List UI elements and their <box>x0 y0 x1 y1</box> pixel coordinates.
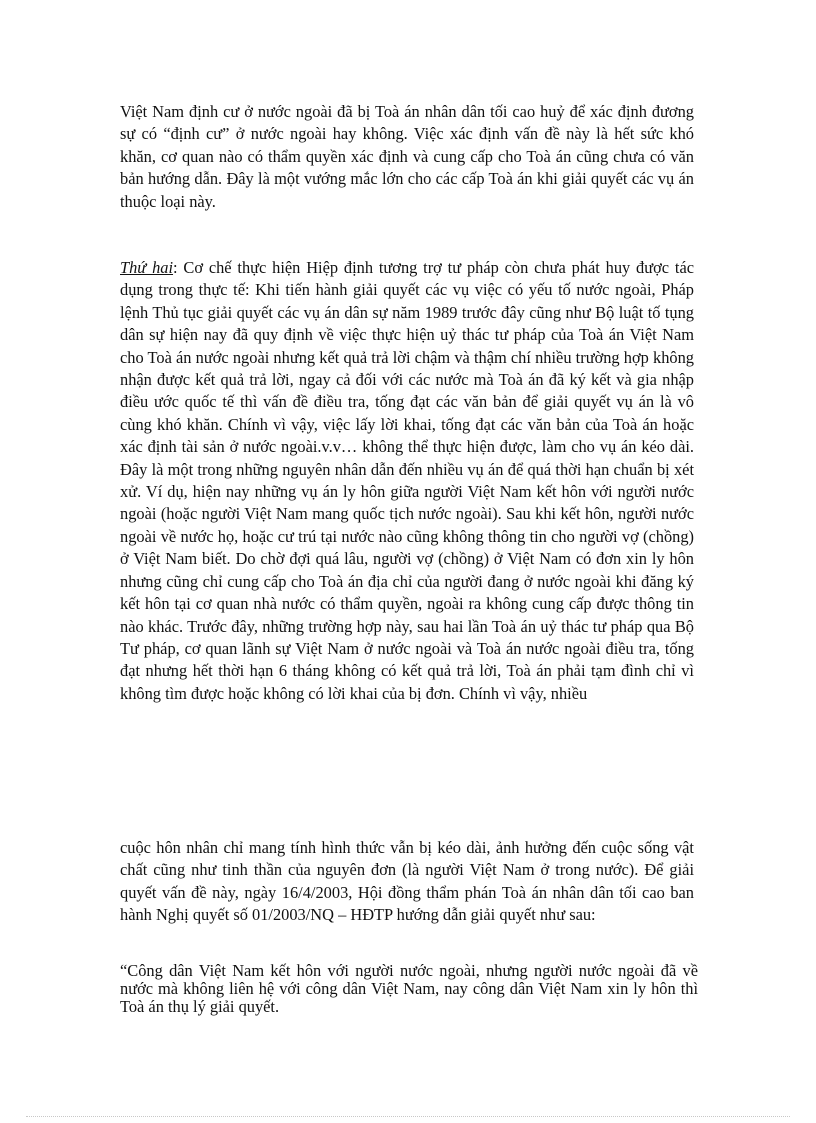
quoted-paragraph: “Công dân Việt Nam kết hôn với người nước ngoài, nhưng người nước ngoài đã về nước mà không liên hệ với công dân Việt Nam, nay công dân Việt Nam xin ly hôn thì Toà án thụ lý giải quyết. <box>120 961 698 1016</box>
paragraph-2-label: Thứ hai <box>120 258 174 277</box>
paragraph-1: Việt Nam định cư ở nước ngoài đã bị Toà án nhân dân tối cao huỷ để xác định đương sự có “định cư” ở nước ngoài hay không. Việc xác định vấn đề này là hết sức khó khăn, cơ quan nào có thẩm quyền xác định và cung cấp cho Toà án cũng chưa có văn bản hướng dẫn. Đây là một vướng mắc lớn cho các cấp Toà án khi giải quyết các vụ án thuộc loại này. <box>120 102 694 211</box>
paragraph-2-body: : Cơ chế thực hiện Hiệp định tương trợ tư pháp còn chưa phát huy được tác dụng trong thực tế: Khi tiến hành giải quyết các vụ việc có yếu tố nước ngoài, Pháp lệnh Thủ tục giải quyết các vụ án dân sự năm 1989 trước đây cũng như Bộ luật tố tụng dân sự hiện nay đã quy định về việc thực hiện uỷ thác tư pháp của Toà án Việt Nam cho Toà án nước ngoài nhưng kết quả trả lời chậm và thậm chí nhiều trường hợp không nhận được kết quả trả lời, ngay cả đối với các nước mà Toà án đã ký kết và gia nhập điều ước quốc tế thì vấn đề điều tra, tống đạt các văn bản để giải quyết vụ án là vô cùng khó khăn. Chính vì vậy, việc lấy lời khai, tống đạt các văn bản của Toà án hoặc xác định tài sản ở nước ngoài.v.v… không thể thực hiện được, làm cho vụ án kéo dài. Đây là một trong những nguyên nhân dẫn đến nhiều vụ án để quá thời hạn chuẩn bị xét xử. Ví dụ, hiện nay những vụ án ly hôn giữa người Việt Nam kết hôn với người nước ngoài (hoặc người Việt Nam mang quốc tịch nước ngoài). Sau khi kết hôn, người nước ngoài về nước họ, hoặc cư trú tại nước nào cũng không thông tin cho người vợ (chồng) ở Việt Nam biết. Do chờ đợi quá lâu, người vợ (chồng) ở Việt Nam có đơn xin ly hôn nhưng cũng chỉ cung cấp cho Toà án địa chỉ của người đang ở nước ngoài khi đăng ký kết hôn tại cơ quan nhà nước có thẩm quyền, ngoài ra không cung cấp được thông tin nào khác. Trước đây, những trường hợp này, sau hai lần Toà án uỷ thác tư pháp qua Bộ Tư pháp, cơ quan lãnh sự Việt Nam ở nước ngoài và Toà án nước ngoài điều tra, tống đạt nhưng hết thời hạn 6 tháng không có kết quả trả lời, Toà án phải tạm đình chỉ vì không tìm được hoặc không có lời khai của bị đơn. Chính vì vậy, nhiều <box>120 258 694 703</box>
page-bottom-rule <box>26 1116 790 1117</box>
paragraph-3: cuộc hôn nhân chỉ mang tính hình thức vẫn bị kéo dài, ảnh hưởng đến cuộc sống vật chất cũng như tinh thần của nguyên đơn (là người Việt Nam ở trong nước). Để giải quyết vấn đề này, ngày 16/4/2003, Hội đồng thẩm phán Toà án nhân dân tối cao ban hành Nghị quyết số 01/2003/NQ – HĐTP hướng dẫn giải quyết như sau: <box>120 838 694 925</box>
paragraph-2 <box>120 257 694 705</box>
